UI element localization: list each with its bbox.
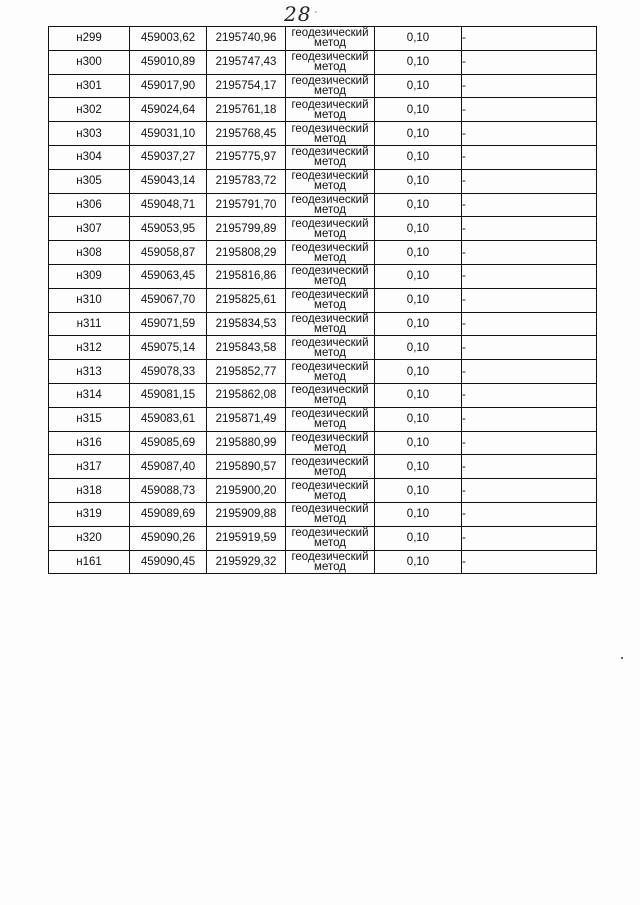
table-row <box>49 145 597 169</box>
cell-description: - <box>462 27 597 51</box>
cell-method <box>286 74 375 98</box>
cell-method <box>286 264 375 288</box>
cell-y-coordinate: 2195740,96 <box>207 27 286 51</box>
table-row <box>49 312 597 336</box>
cell-x-coordinate: 459043,14 <box>130 169 207 193</box>
cell-description: - <box>462 217 597 241</box>
cell-method <box>286 241 375 265</box>
table-row <box>49 360 597 384</box>
cell-x-coordinate: 459067,70 <box>130 288 207 312</box>
cell-point-number: н304 <box>49 145 130 169</box>
cell-accuracy: 0,10 <box>375 145 462 169</box>
cell-y-coordinate: 2195890,57 <box>207 455 286 479</box>
cell-accuracy: 0,10 <box>375 550 462 574</box>
cell-accuracy: 0,10 <box>375 169 462 193</box>
cell-description: - <box>462 264 597 288</box>
cell-y-coordinate: 2195900,20 <box>207 479 286 503</box>
cell-description: - <box>462 241 597 265</box>
cell-method <box>286 407 375 431</box>
method-line-2: метод <box>314 37 346 50</box>
cell-y-coordinate: 2195880,99 <box>207 431 286 455</box>
cell-accuracy: 0,10 <box>375 74 462 98</box>
handwritten-page-number: 28 <box>284 2 312 26</box>
method-line-2: метод <box>314 227 346 240</box>
method-line-1: геодезический <box>291 146 369 159</box>
cell-description: - <box>462 169 597 193</box>
cell-point-number: н318 <box>49 479 130 503</box>
cell-point-number: н301 <box>49 74 130 98</box>
method-line-1: геодезический <box>291 170 369 183</box>
cell-accuracy: 0,10 <box>375 264 462 288</box>
method-line-2: метод <box>314 299 346 312</box>
cell-x-coordinate: 459053,95 <box>130 217 207 241</box>
table-row <box>49 502 597 526</box>
cell-description: - <box>462 479 597 503</box>
method-line-2: метод <box>314 465 346 478</box>
cell-x-coordinate: 459063,45 <box>130 264 207 288</box>
cell-x-coordinate: 459058,87 <box>130 241 207 265</box>
cell-method <box>286 312 375 336</box>
cell-point-number: н311 <box>49 312 130 336</box>
table-row <box>49 407 597 431</box>
cell-y-coordinate: 2195747,43 <box>207 50 286 74</box>
cell-accuracy: 0,10 <box>375 288 462 312</box>
table-row <box>49 50 597 74</box>
method-line-2: метод <box>314 156 346 169</box>
cell-point-number: н310 <box>49 288 130 312</box>
table-row <box>49 336 597 360</box>
method-line-2: метод <box>314 61 346 74</box>
cell-description: - <box>462 145 597 169</box>
cell-description: - <box>462 383 597 407</box>
cell-description: - <box>462 50 597 74</box>
cell-point-number: н320 <box>49 526 130 550</box>
method-line-1: геодезический <box>291 27 369 40</box>
method-line-1: геодезический <box>291 122 369 135</box>
cell-y-coordinate: 2195929,32 <box>207 550 286 574</box>
cell-y-coordinate: 2195775,97 <box>207 145 286 169</box>
method-line-1: геодезический <box>291 384 369 397</box>
cell-description: - <box>462 526 597 550</box>
cell-point-number: н299 <box>49 27 130 51</box>
cell-point-number: н303 <box>49 122 130 146</box>
cell-description: - <box>462 502 597 526</box>
method-line-2: метод <box>314 108 346 121</box>
cell-y-coordinate: 2195834,53 <box>207 312 286 336</box>
cell-accuracy: 0,10 <box>375 502 462 526</box>
cell-accuracy: 0,10 <box>375 407 462 431</box>
method-line-2: метод <box>314 251 346 264</box>
cell-point-number: н302 <box>49 98 130 122</box>
method-line-1: геодезический <box>291 193 369 206</box>
method-line-1: геодезический <box>291 51 369 64</box>
method-line-1: геодезический <box>291 503 369 516</box>
method-line-1: геодезический <box>291 431 369 444</box>
method-line-2: метод <box>314 132 346 145</box>
table-row <box>49 479 597 503</box>
cell-x-coordinate: 459090,45 <box>130 550 207 574</box>
method-line-2: метод <box>314 322 346 335</box>
table-row <box>49 383 597 407</box>
table-row <box>49 122 597 146</box>
cell-method <box>286 502 375 526</box>
cell-description: - <box>462 336 597 360</box>
cell-method <box>286 336 375 360</box>
table-row <box>49 455 597 479</box>
cell-y-coordinate: 2195791,70 <box>207 193 286 217</box>
method-line-1: геодезический <box>291 360 369 373</box>
method-line-1: геодезический <box>291 527 369 540</box>
cell-method <box>286 455 375 479</box>
cell-accuracy: 0,10 <box>375 455 462 479</box>
cell-y-coordinate: 2195768,45 <box>207 122 286 146</box>
method-line-2: метод <box>314 489 346 502</box>
cell-method <box>286 431 375 455</box>
cell-y-coordinate: 2195754,17 <box>207 74 286 98</box>
cell-point-number: н308 <box>49 241 130 265</box>
cell-x-coordinate: 459037,27 <box>130 145 207 169</box>
method-line-1: геодезический <box>291 479 369 492</box>
cell-point-number: н315 <box>49 407 130 431</box>
cell-description: - <box>462 550 597 574</box>
cell-y-coordinate: 2195919,59 <box>207 526 286 550</box>
cell-accuracy: 0,10 <box>375 98 462 122</box>
cell-x-coordinate: 459075,14 <box>130 336 207 360</box>
cell-accuracy: 0,10 <box>375 27 462 51</box>
method-line-2: метод <box>314 537 346 550</box>
cell-method <box>286 217 375 241</box>
cell-accuracy: 0,10 <box>375 122 462 146</box>
table-row <box>49 241 597 265</box>
cell-method <box>286 550 375 574</box>
cell-y-coordinate: 2195783,72 <box>207 169 286 193</box>
cell-x-coordinate: 459024,64 <box>130 98 207 122</box>
cell-method <box>286 27 375 51</box>
cell-description: - <box>462 98 597 122</box>
method-line-1: геодезический <box>291 336 369 349</box>
cell-y-coordinate: 2195799,89 <box>207 217 286 241</box>
cell-description: - <box>462 193 597 217</box>
cell-x-coordinate: 459090,26 <box>130 526 207 550</box>
cell-accuracy: 0,10 <box>375 360 462 384</box>
method-line-2: метод <box>314 370 346 383</box>
cell-y-coordinate: 2195808,29 <box>207 241 286 265</box>
table-row <box>49 74 597 98</box>
method-line-1: геодезический <box>291 74 369 87</box>
table-row <box>49 264 597 288</box>
method-line-2: метод <box>314 346 346 359</box>
cell-accuracy: 0,10 <box>375 241 462 265</box>
table-row <box>49 27 597 51</box>
cell-x-coordinate: 459048,71 <box>130 193 207 217</box>
cell-y-coordinate: 2195843,58 <box>207 336 286 360</box>
cell-method <box>286 193 375 217</box>
method-line-2: метод <box>314 418 346 431</box>
method-line-2: метод <box>314 513 346 526</box>
cell-point-number: н309 <box>49 264 130 288</box>
cell-description: - <box>462 407 597 431</box>
cell-method <box>286 526 375 550</box>
cell-description: - <box>462 74 597 98</box>
cell-y-coordinate: 2195825,61 <box>207 288 286 312</box>
cell-y-coordinate: 2195871,49 <box>207 407 286 431</box>
coordinates-table <box>48 26 597 574</box>
method-line-2: метод <box>314 394 346 407</box>
handwritten-page-mark-tail: · <box>314 6 318 18</box>
method-line-1: геодезический <box>291 265 369 278</box>
cell-point-number: н316 <box>49 431 130 455</box>
cell-method <box>286 360 375 384</box>
cell-x-coordinate: 459071,59 <box>130 312 207 336</box>
cell-accuracy: 0,10 <box>375 312 462 336</box>
table-row <box>49 98 597 122</box>
cell-accuracy: 0,10 <box>375 336 462 360</box>
method-line-2: метод <box>314 84 346 97</box>
scan-speck <box>621 657 623 659</box>
method-line-1: геодезический <box>291 217 369 230</box>
table-row <box>49 550 597 574</box>
cell-point-number: н161 <box>49 550 130 574</box>
method-line-1: геодезический <box>291 550 369 563</box>
cell-x-coordinate: 459085,69 <box>130 431 207 455</box>
cell-accuracy: 0,10 <box>375 383 462 407</box>
method-line-1: геодезический <box>291 289 369 302</box>
cell-point-number: н317 <box>49 455 130 479</box>
cell-x-coordinate: 459089,69 <box>130 502 207 526</box>
cell-accuracy: 0,10 <box>375 526 462 550</box>
cell-point-number: н319 <box>49 502 130 526</box>
cell-point-number: н305 <box>49 169 130 193</box>
cell-method <box>286 50 375 74</box>
cell-accuracy: 0,10 <box>375 431 462 455</box>
cell-description: - <box>462 288 597 312</box>
cell-x-coordinate: 459017,90 <box>130 74 207 98</box>
method-line-1: геодезический <box>291 241 369 254</box>
cell-method <box>286 479 375 503</box>
cell-method <box>286 288 375 312</box>
cell-method <box>286 98 375 122</box>
cell-method <box>286 169 375 193</box>
cell-accuracy: 0,10 <box>375 217 462 241</box>
table-row <box>49 431 597 455</box>
method-line-2: метод <box>314 180 346 193</box>
cell-point-number: н314 <box>49 383 130 407</box>
coordinates-table-body <box>49 27 597 574</box>
cell-method <box>286 122 375 146</box>
cell-x-coordinate: 459010,89 <box>130 50 207 74</box>
cell-method <box>286 383 375 407</box>
cell-y-coordinate: 2195852,77 <box>207 360 286 384</box>
cell-point-number: н313 <box>49 360 130 384</box>
cell-accuracy: 0,10 <box>375 479 462 503</box>
cell-x-coordinate: 459088,73 <box>130 479 207 503</box>
table-row <box>49 193 597 217</box>
cell-x-coordinate: 459083,61 <box>130 407 207 431</box>
cell-y-coordinate: 2195816,86 <box>207 264 286 288</box>
table-row <box>49 288 597 312</box>
cell-accuracy: 0,10 <box>375 50 462 74</box>
cell-y-coordinate: 2195862,08 <box>207 383 286 407</box>
method-line-2: метод <box>314 560 346 573</box>
cell-y-coordinate: 2195909,88 <box>207 502 286 526</box>
cell-description: - <box>462 122 597 146</box>
cell-x-coordinate: 459031,10 <box>130 122 207 146</box>
method-line-1: геодезический <box>291 455 369 468</box>
method-line-2: метод <box>314 275 346 288</box>
table-row <box>49 526 597 550</box>
cell-point-number: н300 <box>49 50 130 74</box>
cell-x-coordinate: 459003,62 <box>130 27 207 51</box>
cell-method <box>286 145 375 169</box>
method-line-1: геодезический <box>291 312 369 325</box>
cell-x-coordinate: 459078,33 <box>130 360 207 384</box>
cell-accuracy: 0,10 <box>375 193 462 217</box>
cell-description: - <box>462 360 597 384</box>
table-row <box>49 169 597 193</box>
cell-point-number: н306 <box>49 193 130 217</box>
cell-point-number: н312 <box>49 336 130 360</box>
method-line-2: метод <box>314 203 346 216</box>
cell-description: - <box>462 312 597 336</box>
cell-x-coordinate: 459081,15 <box>130 383 207 407</box>
cell-x-coordinate: 459087,40 <box>130 455 207 479</box>
cell-description: - <box>462 455 597 479</box>
cell-point-number: н307 <box>49 217 130 241</box>
method-line-2: метод <box>314 441 346 454</box>
method-line-1: геодезический <box>291 98 369 111</box>
method-line-1: геодезический <box>291 408 369 421</box>
cell-y-coordinate: 2195761,18 <box>207 98 286 122</box>
cell-description: - <box>462 431 597 455</box>
table-row <box>49 217 597 241</box>
